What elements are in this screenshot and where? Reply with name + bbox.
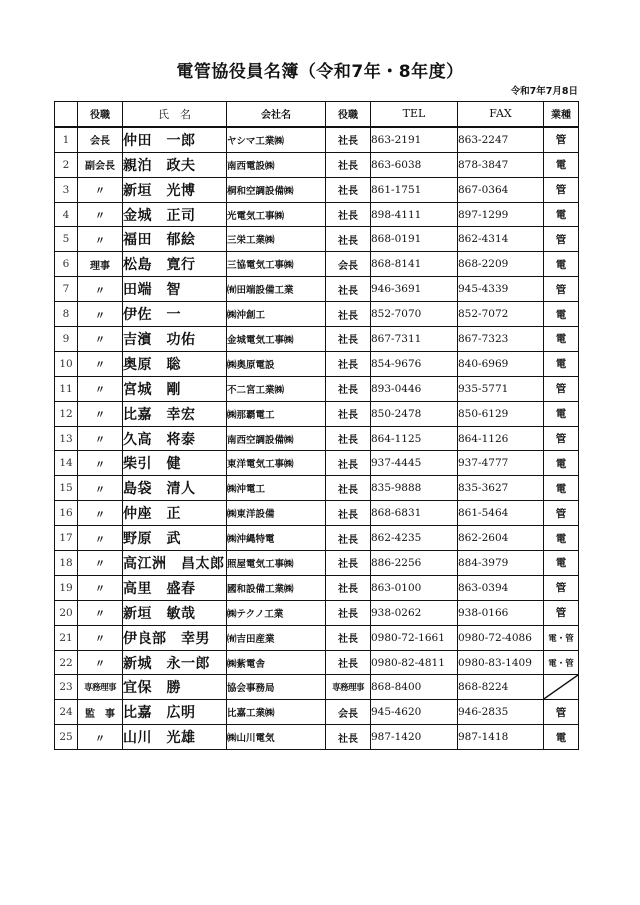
table-row	[55, 177, 579, 202]
business-type: 管	[544, 426, 579, 451]
fax-number: 937-4777	[458, 451, 544, 476]
table-row	[55, 551, 579, 576]
tel-number: 863-6038	[371, 152, 458, 177]
table-row	[55, 401, 579, 426]
company-name: 東洋電気工事㈱	[227, 451, 326, 476]
table-row	[55, 202, 579, 227]
business-type: 管	[544, 700, 579, 725]
tel-number: 0980-72-1661	[371, 625, 458, 650]
row-number: 13	[55, 426, 78, 451]
fax-number: 878-3847	[458, 152, 544, 177]
fax-number: 862-2604	[458, 526, 544, 551]
officer-name: 田端 智	[123, 277, 227, 302]
tel-number: 850-2478	[371, 401, 458, 426]
association-position: 〃	[78, 426, 123, 451]
tel-number: 868-0191	[371, 227, 458, 252]
row-number: 11	[55, 376, 78, 401]
company-title: 社長	[326, 600, 371, 625]
fax-number: 945-4339	[458, 277, 544, 302]
tel-number: 893-0446	[371, 376, 458, 401]
tel-number: 945-4620	[371, 700, 458, 725]
company-name: 比嘉工業㈱	[227, 700, 326, 725]
tel-number: 864-1125	[371, 426, 458, 451]
row-number: 3	[55, 177, 78, 202]
company-name: 光電気工事㈱	[227, 202, 326, 227]
officer-name: 高里 盛春	[123, 575, 227, 600]
tel-number: 868-8141	[371, 252, 458, 277]
officer-name: 伊良部 幸男	[123, 625, 227, 650]
tel-number: 868-6831	[371, 501, 458, 526]
company-title: 社長	[326, 501, 371, 526]
officer-name: 吉濱 功佑	[123, 327, 227, 352]
row-number: 19	[55, 575, 78, 600]
association-position: 〃	[78, 501, 123, 526]
document-title: 電管協役員名簿（令和7年・8年度）	[176, 62, 464, 82]
business-type: 電	[544, 252, 579, 277]
row-number: 22	[55, 650, 78, 675]
fax-number: 897-1299	[458, 202, 544, 227]
header-type: 業種	[544, 102, 579, 127]
company-title: 社長	[326, 401, 371, 426]
company-name: ㈱テクノ工業	[227, 600, 326, 625]
table-row	[55, 675, 579, 700]
officer-name: 宮城 剛	[123, 376, 227, 401]
row-number: 7	[55, 277, 78, 302]
company-name: 三栄工業㈱	[227, 227, 326, 252]
officer-name: 宜保 勝	[123, 675, 227, 700]
business-type: 管	[544, 277, 579, 302]
officer-name: 福田 郁絵	[123, 227, 227, 252]
company-name: ㈱山川電気	[227, 725, 326, 750]
business-type: 管	[544, 376, 579, 401]
company-title: 社長	[326, 277, 371, 302]
business-type: 管	[544, 127, 579, 152]
row-number: 10	[55, 351, 78, 376]
table-row	[55, 152, 579, 177]
company-name: ㈱沖縄特電	[227, 526, 326, 551]
business-type: 電	[544, 351, 579, 376]
document-date: 令和7年7月8日	[510, 86, 578, 97]
row-number: 17	[55, 526, 78, 551]
header-company: 会社名	[227, 102, 326, 127]
fax-number: 863-2247	[458, 127, 544, 152]
row-number: 25	[55, 725, 78, 750]
officer-name: 高江洲 昌太郎	[123, 551, 227, 576]
officer-name: 新垣 敏哉	[123, 600, 227, 625]
fax-number: 884-3979	[458, 551, 544, 576]
association-position: 〃	[78, 227, 123, 252]
business-type: 電	[544, 551, 579, 576]
tel-number: 852-7070	[371, 302, 458, 327]
row-number: 9	[55, 327, 78, 352]
business-type: 電	[544, 451, 579, 476]
table-row	[55, 351, 579, 376]
fax-number: 861-5464	[458, 501, 544, 526]
tel-number: 937-4445	[371, 451, 458, 476]
officer-name: 久高 将泰	[123, 426, 227, 451]
fax-number: 862-4314	[458, 227, 544, 252]
officer-name: 山川 光雄	[123, 725, 227, 750]
row-number: 14	[55, 451, 78, 476]
business-type: 電	[544, 725, 579, 750]
company-name: 南西電設㈱	[227, 152, 326, 177]
business-type: 電	[544, 152, 579, 177]
row-number: 15	[55, 476, 78, 501]
tel-number: 886-2256	[371, 551, 458, 576]
table-row	[55, 227, 579, 252]
table-row	[55, 725, 579, 750]
table-row	[55, 501, 579, 526]
header-name: 氏 名	[123, 102, 227, 127]
association-position: 〃	[78, 327, 123, 352]
association-position: 〃	[78, 351, 123, 376]
company-name: ㈱沖創工	[227, 302, 326, 327]
business-type: 電	[544, 526, 579, 551]
row-number: 21	[55, 625, 78, 650]
company-name: ㈱紫電舎	[227, 650, 326, 675]
association-position: 〃	[78, 302, 123, 327]
fax-number: 852-7072	[458, 302, 544, 327]
table-row	[55, 650, 579, 675]
officer-name: 仲田 一郎	[123, 127, 227, 152]
row-number: 16	[55, 501, 78, 526]
fax-number: 863-0394	[458, 575, 544, 600]
fax-number: 868-2209	[458, 252, 544, 277]
header-row	[55, 102, 579, 127]
company-name: ヤシマ工業㈱	[227, 127, 326, 152]
row-number: 20	[55, 600, 78, 625]
association-position: 〃	[78, 401, 123, 426]
officer-name: 仲座 正	[123, 501, 227, 526]
table-row	[55, 252, 579, 277]
fax-number: 840-6969	[458, 351, 544, 376]
table-row	[55, 476, 579, 501]
header-fax: FAX	[458, 102, 544, 127]
tel-number: 868-8400	[371, 675, 458, 700]
company-title: 社長	[326, 451, 371, 476]
company-name: 不二宮工業㈱	[227, 376, 326, 401]
header-tel: TEL	[371, 102, 458, 127]
table-row	[55, 451, 579, 476]
table-row	[55, 327, 579, 352]
fax-number: 867-0364	[458, 177, 544, 202]
row-number: 4	[55, 202, 78, 227]
association-position: 〃	[78, 451, 123, 476]
company-title: 社長	[326, 426, 371, 451]
fax-number: 835-3627	[458, 476, 544, 501]
association-position: 〃	[78, 725, 123, 750]
fax-number: 0980-72-4086	[458, 625, 544, 650]
fax-number: 0980-83-1409	[458, 650, 544, 675]
tel-number: 854-9676	[371, 351, 458, 376]
officer-name: 柴引 健	[123, 451, 227, 476]
tel-number: 867-7311	[371, 327, 458, 352]
company-title: 社長	[326, 127, 371, 152]
tel-number: 987-1420	[371, 725, 458, 750]
association-position: 〃	[78, 526, 123, 551]
officer-name: 比嘉 広明	[123, 700, 227, 725]
company-title: 社長	[326, 650, 371, 675]
fax-number: 987-1418	[458, 725, 544, 750]
business-type: 電	[544, 302, 579, 327]
officer-name: 新垣 光博	[123, 177, 227, 202]
row-number: 18	[55, 551, 78, 576]
tel-number: 898-4111	[371, 202, 458, 227]
officer-name: 比嘉 幸宏	[123, 401, 227, 426]
association-position: 〃	[78, 476, 123, 501]
row-number: 2	[55, 152, 78, 177]
tel-number: 863-0100	[371, 575, 458, 600]
association-position: 副会長	[78, 152, 123, 177]
business-type: 電・管	[544, 650, 579, 675]
header-position: 役職	[78, 102, 123, 127]
business-type: 管	[544, 501, 579, 526]
company-title: 社長	[326, 376, 371, 401]
diagonal-slash-icon	[544, 675, 578, 699]
company-title: 社長	[326, 725, 371, 750]
officer-name: 伊佐 一	[123, 302, 227, 327]
officer-name: 親泊 政夫	[123, 152, 227, 177]
officer-name: 島袋 清人	[123, 476, 227, 501]
business-type	[544, 675, 579, 700]
company-name: ㈱東洋設備	[227, 501, 326, 526]
business-type: 電	[544, 327, 579, 352]
row-number: 6	[55, 252, 78, 277]
table-row	[55, 302, 579, 327]
company-name: 國和設備工業㈱	[227, 575, 326, 600]
tel-number: 862-4235	[371, 526, 458, 551]
officer-name: 松島 寛行	[123, 252, 227, 277]
table-row	[55, 277, 579, 302]
table-row	[55, 376, 579, 401]
company-name: 南西空調設備㈱	[227, 426, 326, 451]
company-name: 金城電気工事㈱	[227, 327, 326, 352]
association-position: 〃	[78, 177, 123, 202]
association-position: 〃	[78, 625, 123, 650]
company-name: ㈲田端設備工業	[227, 277, 326, 302]
business-type: 電	[544, 476, 579, 501]
business-type: 管	[544, 600, 579, 625]
company-title: 会長	[326, 252, 371, 277]
company-name: 三協電気工事㈱	[227, 252, 326, 277]
fax-number: 946-2835	[458, 700, 544, 725]
company-name: ㈲吉田産業	[227, 625, 326, 650]
row-number: 1	[55, 127, 78, 152]
company-name: ㈱沖電工	[227, 476, 326, 501]
table-row	[55, 127, 579, 152]
table-row	[55, 600, 579, 625]
business-type: 電	[544, 202, 579, 227]
business-type: 管	[544, 227, 579, 252]
association-position: 〃	[78, 600, 123, 625]
company-title: 社長	[326, 227, 371, 252]
table-row	[55, 575, 579, 600]
tel-number: 946-3691	[371, 277, 458, 302]
company-title: 社長	[326, 625, 371, 650]
association-position: 理事	[78, 252, 123, 277]
tel-number: 863-2191	[371, 127, 458, 152]
company-title: 社長	[326, 302, 371, 327]
table-row	[55, 625, 579, 650]
company-title: 社長	[326, 575, 371, 600]
business-type: 電	[544, 401, 579, 426]
company-title: 社長	[326, 177, 371, 202]
company-name: 桐和空調設備㈱	[227, 177, 326, 202]
row-number: 24	[55, 700, 78, 725]
fax-number: 868-8224	[458, 675, 544, 700]
company-name: 照屋電気工事㈱	[227, 551, 326, 576]
association-position: 監 事	[78, 700, 123, 725]
row-number: 23	[55, 675, 78, 700]
tel-number: 835-9888	[371, 476, 458, 501]
tel-number: 0980-82-4811	[371, 650, 458, 675]
fax-number: 850-6129	[458, 401, 544, 426]
business-type: 電・管	[544, 625, 579, 650]
business-type: 管	[544, 177, 579, 202]
officer-name: 野原 武	[123, 526, 227, 551]
association-position: 専務理事	[78, 675, 123, 700]
company-title: 社長	[326, 152, 371, 177]
tel-number: 938-0262	[371, 600, 458, 625]
header-company-title: 役職	[326, 102, 371, 127]
officer-name: 新城 永一郎	[123, 650, 227, 675]
fax-number: 864-1126	[458, 426, 544, 451]
fax-number: 867-7323	[458, 327, 544, 352]
tel-number: 861-1751	[371, 177, 458, 202]
association-position: 〃	[78, 575, 123, 600]
company-title: 社長	[326, 551, 371, 576]
business-type: 管	[544, 575, 579, 600]
company-title: 社長	[326, 351, 371, 376]
company-title: 会長	[326, 700, 371, 725]
header-no	[55, 102, 78, 127]
fax-number: 935-5771	[458, 376, 544, 401]
association-position: 〃	[78, 551, 123, 576]
company-name: ㈱那覇電工	[227, 401, 326, 426]
row-number: 8	[55, 302, 78, 327]
company-title: 社長	[326, 327, 371, 352]
company-title: 社長	[326, 476, 371, 501]
company-title: 専務理事	[326, 675, 371, 700]
association-position: 〃	[78, 650, 123, 675]
association-position: 〃	[78, 376, 123, 401]
row-number: 12	[55, 401, 78, 426]
fax-number: 938-0166	[458, 600, 544, 625]
company-name: ㈱奥原電設	[227, 351, 326, 376]
officer-name: 奥原 聡	[123, 351, 227, 376]
company-title: 社長	[326, 202, 371, 227]
row-number: 5	[55, 227, 78, 252]
officer-name: 金城 正司	[123, 202, 227, 227]
table-row	[55, 700, 579, 725]
company-title: 社長	[326, 526, 371, 551]
association-position: 〃	[78, 202, 123, 227]
association-position: 会長	[78, 127, 123, 152]
association-position: 〃	[78, 277, 123, 302]
table-row	[55, 526, 579, 551]
company-name: 協会事務局	[227, 675, 326, 700]
officer-roster-table	[54, 101, 579, 750]
table-row	[55, 426, 579, 451]
